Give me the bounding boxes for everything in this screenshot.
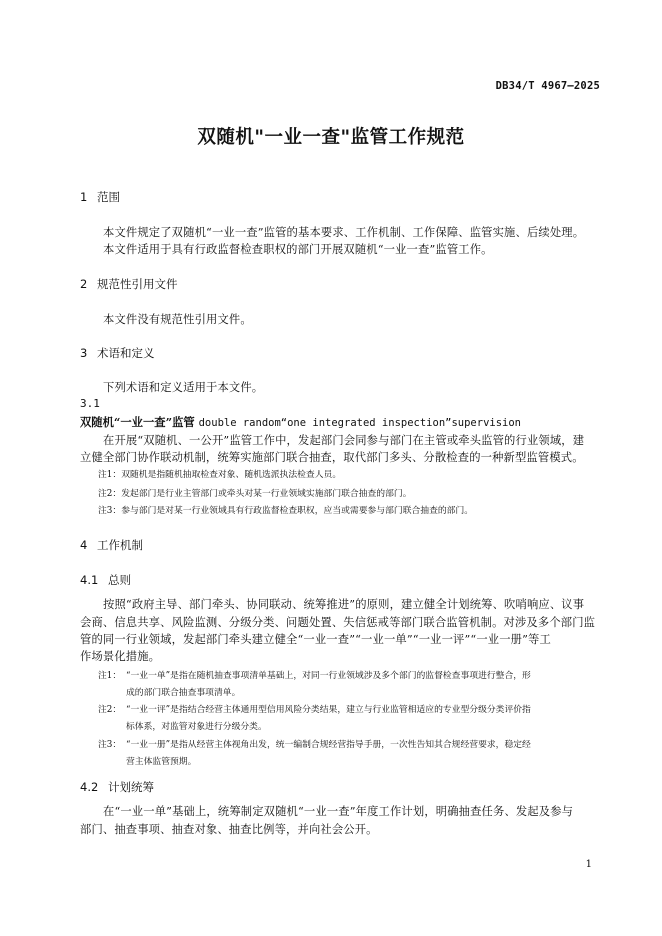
- section-3-heading: [80, 345, 155, 361]
- subsection-4-2-line-1: 在“一业一单”基础上，统筹制定双随机“一业一查”年度工作计划，明确抽查任务、发起及参与: [103, 805, 574, 818]
- subsection-number: 4.1: [80, 573, 99, 587]
- term-note-1: 注1：双随机是指随机抽取检查对象、随机选派执法检查人员。: [98, 470, 342, 480]
- subsection-4-1-line-2: 会商、信息共享、风险监测、分级分类、问题处置、失信惩戒等部门联合监管机制。对涉及多个部门监: [80, 616, 596, 629]
- subsection-4-1-heading: [80, 572, 131, 588]
- subsection-title: 计划统筹: [108, 780, 154, 794]
- subsection-title: 总则: [108, 573, 131, 587]
- term-english: double random“one integrated inspection”supervision: [198, 417, 522, 429]
- page-number: 1: [585, 859, 592, 870]
- note-1-line-1: “一业一单”是指在随机抽查事项清单基础上，对同一行业领域涉及多个部门的监督检查事项进行整合，形: [126, 671, 531, 681]
- header-doc-number: DB34/T 4967—2025: [495, 80, 600, 92]
- subsection-4-1-line-4: 作场景化措施。: [80, 650, 161, 663]
- section-1-para-1: 本文件规定了双随机“一业一查”监管的基本要求、工作机制、工作保障、监管实施、后续处理。: [103, 226, 585, 239]
- term-number: 3.1: [80, 397, 100, 410]
- section-1-para-2: 本文件适用于具有行政监督检查职权的部门开展双随机“一业一查”监管工作。: [103, 243, 493, 256]
- subsection-4-2-heading: [80, 779, 154, 795]
- section-number: 2: [80, 277, 88, 291]
- section-title: 范围: [97, 190, 120, 204]
- note-3-line-1: “一业一册”是指从经营主体视角出发，统一编制合规经营指导手册，一次性告知其合规经营要求，稳定经: [126, 740, 531, 750]
- term-note-3: 注3：参与部门是对某一行业领域具有行政监督检查职权，应当或需要参与部门联合抽查的部门。: [98, 506, 474, 516]
- note-1-label: 注1：: [98, 671, 122, 681]
- term-note-2: 注2：发起部门是行业主管部门或牵头对某一行业领域实施部门联合抽查的部门。: [98, 489, 412, 499]
- section-title: 工作机制: [97, 538, 143, 552]
- note-3-line-2: 营主体监管预期。: [126, 757, 197, 767]
- section-1-heading: [80, 189, 120, 205]
- section-4-heading: [80, 537, 143, 553]
- subsection-4-1-line-3: 管的同一行业领域，发起部门牵头建立健全“一业一查”“一业一单”“一业一评”“一业一册”等工: [80, 633, 551, 646]
- section-title: 规范性引用文件: [97, 277, 178, 291]
- subsection-4-1-line-1: 按照“政府主导、部门牵头、协同联动、统筹推进”的原则，建立健全计划统筹、吹哨响应、议事: [103, 598, 585, 611]
- note-2-line-1: “一业一评”是指结合经营主体通用型信用风险分类结果，建立与行业监管相适应的专业型分级分类评价指: [126, 705, 531, 715]
- section-number: 1: [80, 190, 88, 204]
- section-number: 3: [80, 346, 88, 360]
- term-definition-line-1: 在开展“双随机、一公开”监管工作中，发起部门会同参与部门在主管或牵头监管的行业领域，建: [103, 434, 585, 447]
- note-3-label: 注3：: [98, 740, 122, 750]
- term-definition-line-2: 立健全部门协作联动机制，统筹实施部门联合抽查，取代部门多头、分散检查的一种新型监管模式。: [80, 451, 584, 464]
- note-2-line-2: 标体系，对监管对象进行分级分类。: [126, 722, 267, 732]
- section-title: 术语和定义: [97, 346, 155, 360]
- note-1-line-2: 成的部门联合抽查事项清单。: [126, 688, 241, 698]
- section-3-intro: 下列术语和定义适用于本文件。: [103, 381, 264, 394]
- section-number: 4: [80, 538, 88, 552]
- note-2-label: 注2：: [98, 705, 122, 715]
- subsection-number: 4.2: [80, 780, 99, 794]
- term-chinese: 双随机“一业一查”监管: [80, 415, 195, 429]
- subsection-4-2-line-2: 部门、抽查事项、抽查对象、抽查比例等，并向社会公开。: [80, 823, 378, 836]
- term-heading: [80, 414, 521, 430]
- document-title: 双随机"一业一查"监管工作规范: [197, 127, 465, 148]
- section-2-para-1: 本文件没有规范性引用文件。: [103, 313, 252, 326]
- section-2-heading: [80, 276, 178, 292]
